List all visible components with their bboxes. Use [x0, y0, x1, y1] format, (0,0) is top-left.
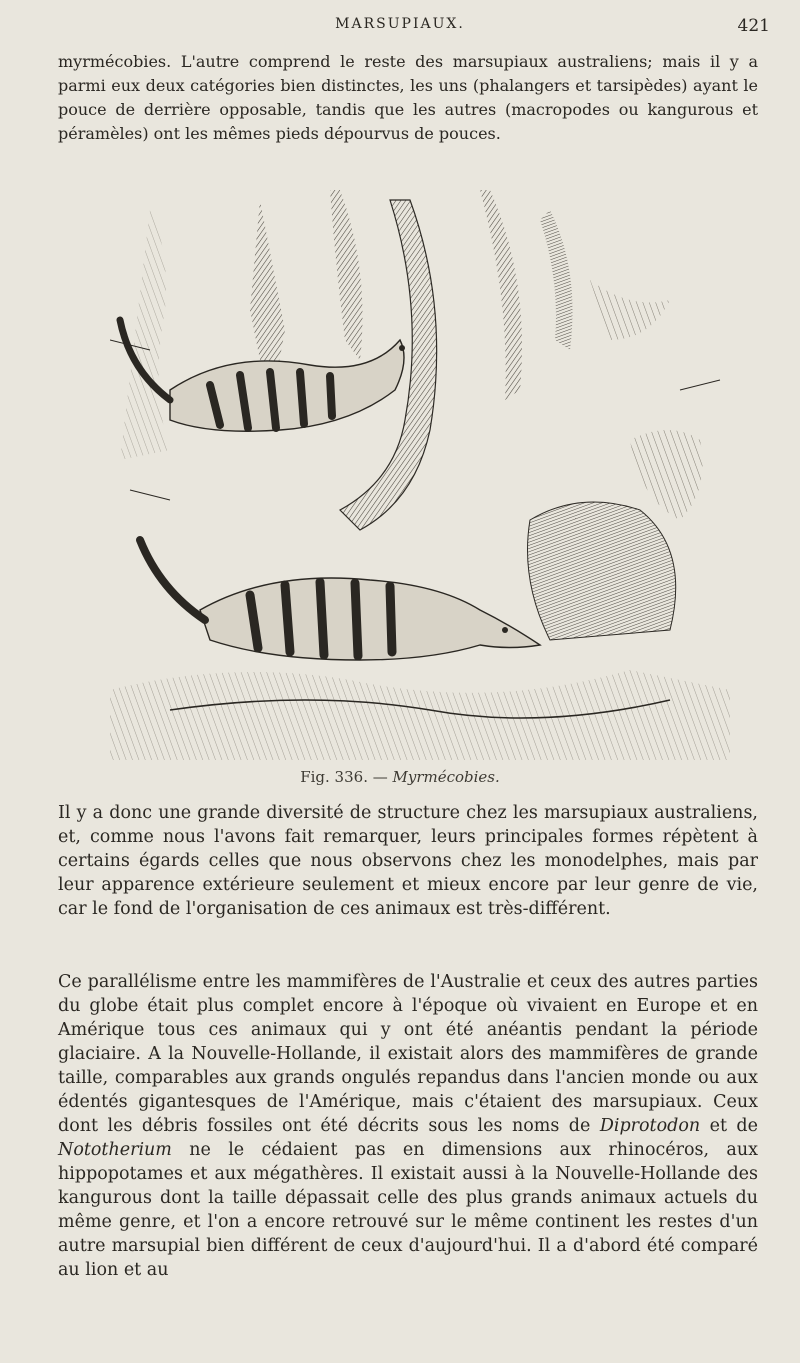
page-number: 421 [737, 16, 770, 36]
term-diprotodon: Diprotodon [599, 1116, 701, 1136]
figure-caption [0, 768, 800, 786]
myrmecobius-engraving-illustration [110, 190, 730, 760]
running-title: MARSUPIAUX. [335, 16, 465, 32]
figure-caption-title: Myrmécobies. [392, 768, 500, 786]
paragraph-2 [58, 970, 758, 1282]
figure-caption-label: Fig. 336. — [300, 768, 393, 786]
paragraph-2-connector: et de [700, 1116, 758, 1136]
term-nototherium: Nototherium [58, 1140, 172, 1160]
figure-engraving [110, 190, 730, 760]
paragraph-2-part-a: Ce parallélisme entre les mammifères de l'Australie et ceux des autres parties du globe était plus complet encore à l'époque où vivaient en Europe et en Amérique tous ces animaux qui y ont été anéantis pendant la période glaciaire. A la Nouvelle-Hollande, il existait alors des mammifères de grande taille, comparables aux grands ongulés repandus dans l'ancien monde ou aux édentés gigantesques de l'Amérique, mais c'étaient des marsupiaux. Ceux dont les débris fossiles ont été décrits sous les noms de [58, 972, 758, 1136]
paragraph-2-part-b: ne le cédaient pas en dimensions aux rhinocéros, aux hippopotames et aux mégathères. Il existait aussi à la Nouvelle-Hollande des kangurous dont la taille dépassait celle des plus grands animaux actuels du même genre, et l'on a encore retrouvé sur le même continent les restes d'un autre marsupial bien différent de ceux d'aujourd'hui. Il a d'abord été comparé au lion et au [58, 1140, 758, 1280]
running-head [0, 16, 800, 40]
paragraph-continued: myrmécobies. L'autre comprend le reste des marsupiaux australiens; mais il y a parmi eux deux catégories bien distinctes, les uns (phalangers et tarsipèdes) ayant le pouce de derrière opposable, tandis que les autres (macropodes ou kangurous et péramèles) ont les mêmes pieds dépourvus de pouces. [58, 52, 758, 143]
paragraph-1: Il y a donc une grande diversité de structure chez les marsupiaux australiens, et, comme nous l'avons fait remarquer, leurs principales formes répètent à certains égards celles que nous observons chez les monodelphes, mais par leur apparence extérieure seulement et mieux encore par leur genre de vie, car le fond de l'organisation de ces animaux est très-différent. [58, 803, 758, 919]
